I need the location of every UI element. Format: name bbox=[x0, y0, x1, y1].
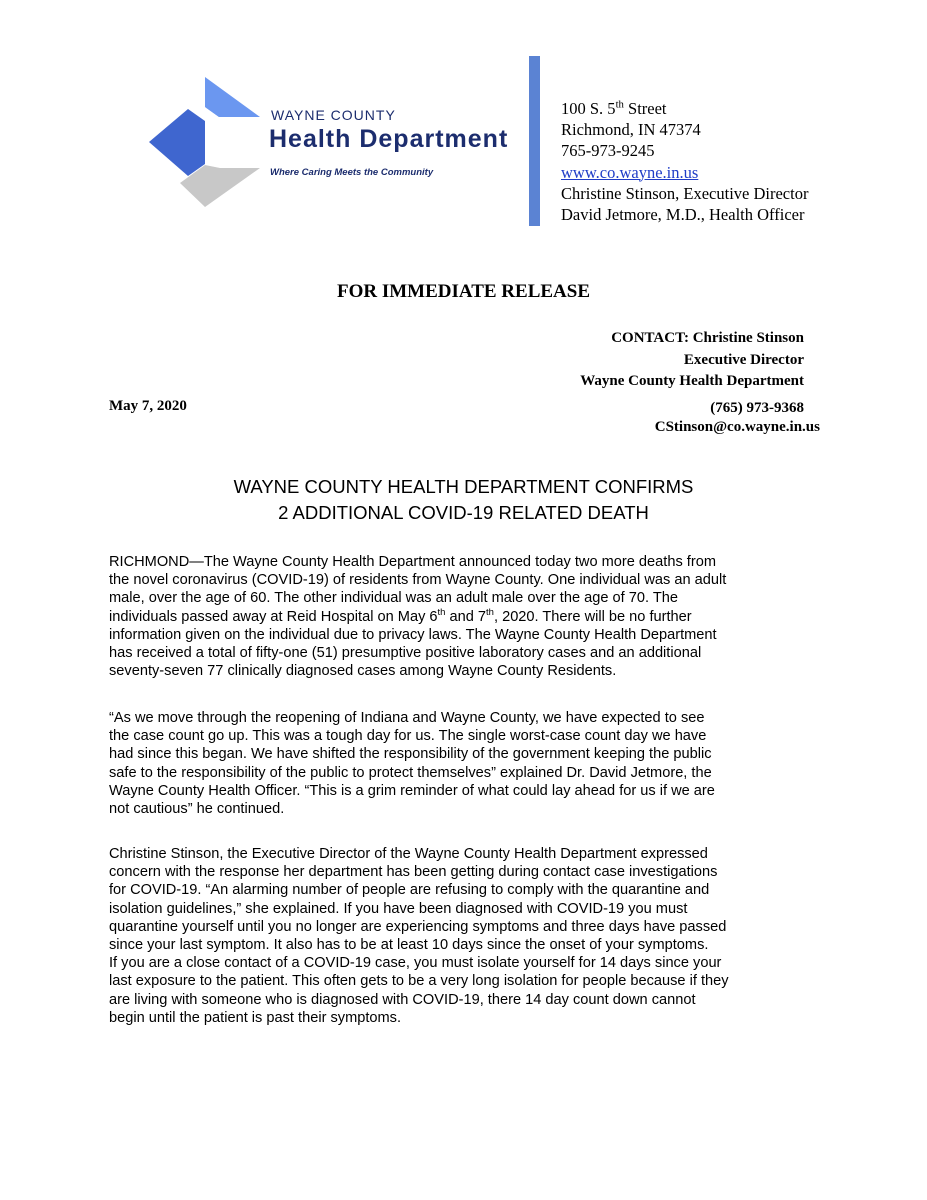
executive-director-line: Christine Stinson, Executive Director bbox=[561, 183, 809, 203]
title-line2: 2 ADDITIONAL COVID-19 RELATED DEATH bbox=[278, 502, 649, 523]
address-street: 100 S. 5th Street bbox=[561, 98, 667, 118]
contact-block bbox=[580, 328, 804, 393]
paragraph-3: Christine Stinson, the Executive Director of the Wayne County Health Department expressed concern with the response her department has been getting during contact case investigations for COVID-19. “An alarming number of people are refusing to comply with the quarantine and isolation guidelines,” she explained. If you have been diagnosed with COVID-19 you must quarantine yourself until you no longer are experiencing symptoms and three days have passed since your last symptom. It also has to be at least 10 days since the onset of your symptoms. If you are a close contact of a COVID-19 case, you must isolate yourself for 14 days since your last exposure to the patient. This often gets to be a very long isolation for people because if they are living with someone who is diagnosed with COVID-19, there 14 day count down cannot begin until the patient is past their symptoms. bbox=[109, 846, 729, 1026]
contact-organization: Wayne County Health Department bbox=[580, 373, 804, 389]
contact-title: Executive Director bbox=[683, 351, 804, 368]
logo-top-shape bbox=[205, 77, 260, 117]
address-phone: 765-973-9245 bbox=[561, 141, 655, 161]
title-line1: WAYNE COUNTY HEALTH DEPARTMENT CONFIRMS bbox=[233, 476, 694, 497]
contact-email: CStinson@co.wayne.in.us bbox=[654, 419, 820, 435]
address-block bbox=[561, 98, 808, 225]
logo-left-shape bbox=[149, 109, 205, 176]
website-link[interactable]: www.co.wayne.in.us bbox=[561, 162, 699, 182]
org-tagline: Where Caring Meets the Community bbox=[270, 167, 434, 178]
health-department-logo bbox=[148, 76, 263, 208]
contact-phone: (765) 973-9368 bbox=[710, 400, 804, 416]
paragraph-1: RICHMOND—The Wayne County Health Department announced today two more deaths from the novel coronavirus (COVID-19) of residents from Wayne County. One individual was an adult male, over the age of 60. The other individual was an adult male over the age of 70. The individuals passed away at Reid Hospital on May 6th and 7th, 2020. There will be no further information given on the individual due to privacy laws. The Wayne County Health Department has received a total of fifty-one (51) presumptive positive laboratory cases and an additional seventy-seven 77 clinically diagnosed cases among Wayne County Residents. bbox=[109, 554, 727, 680]
release-heading: FOR IMMEDIATE RELEASE bbox=[336, 281, 590, 302]
address-city: Richmond, IN 47374 bbox=[561, 120, 701, 140]
org-name-line2: Health Department bbox=[269, 125, 509, 153]
header-divider bbox=[529, 56, 540, 226]
contact-name: CONTACT: Christine Stinson bbox=[611, 330, 804, 346]
press-release-title bbox=[0, 474, 927, 526]
org-name-line1: WAYNE COUNTY bbox=[271, 107, 396, 123]
paragraph-2: “As we move through the reopening of Indiana and Wayne County, we have expected to see the case count go up. This was a tough day for us. The single worst-case count day we have had since this began. We have shifted the responsibility of the government keeping the public safe to the responsibility of the public to protect themselves” explained Dr. David Jetmore, the Wayne County Health Officer. “This is a grim reminder of what could lay ahead for us if we are not cautious” he continued. bbox=[109, 710, 715, 818]
health-officer-line: David Jetmore, M.D., Health Officer bbox=[561, 204, 805, 224]
release-date: May 7, 2020 bbox=[109, 398, 187, 414]
